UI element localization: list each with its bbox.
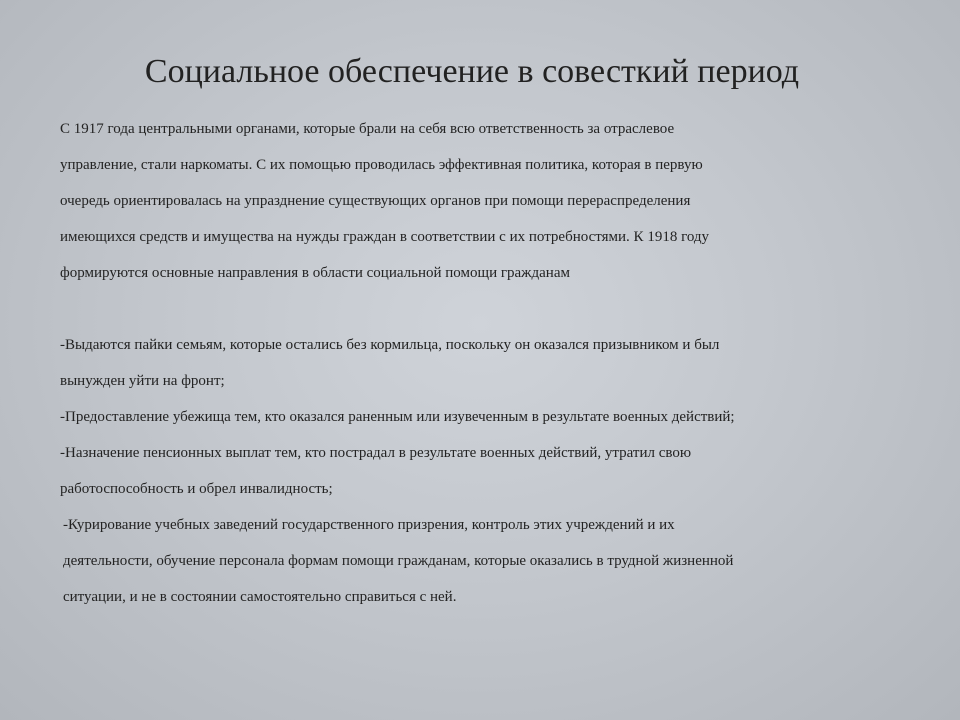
slide-title: Социальное обеспечение в совесткий период [144, 53, 800, 90]
list-item-shelter: -Предоставление убежища тем, кто оказался раненным или изувеченным в результате военных действий; [60, 409, 735, 425]
paragraph-gap [60, 291, 850, 327]
list-item-rations: -Выдаются пайки семьям, которые остались без кормильца, поскольку он оказался призывником и был вынужден уйти на фронт; [60, 337, 720, 389]
slide-content [60, 111, 850, 615]
list-item-institutions: -Курирование учебных заведений государственного призрения, контроль этих учреждений и их деятельности, обучение персонала формам помощи гражданам, которые оказались в трудной жизненной ситуации, и не в состоянии самостоятельно справиться с ней. [63, 517, 734, 605]
list-item-pensions: -Назначение пенсионных выплат тем, кто пострадал в результате военных действий, утратил свою работоспособность и обрел инвалидность; [60, 445, 692, 497]
intro-paragraph: С 1917 года центральными органами, которые брали на себя всю ответственность за отраслевое управление, стали наркоматы. С их помощью проводилась эффективная политика, которая в первую очередь ориентировалась на упразднение существующих органов при помощи перераспределения имеющихся средств и имущества на нужды граждан в соответствии с их потребностями. К 1918 году формируются основные направления в области социальной помощи гражданам [60, 121, 710, 281]
